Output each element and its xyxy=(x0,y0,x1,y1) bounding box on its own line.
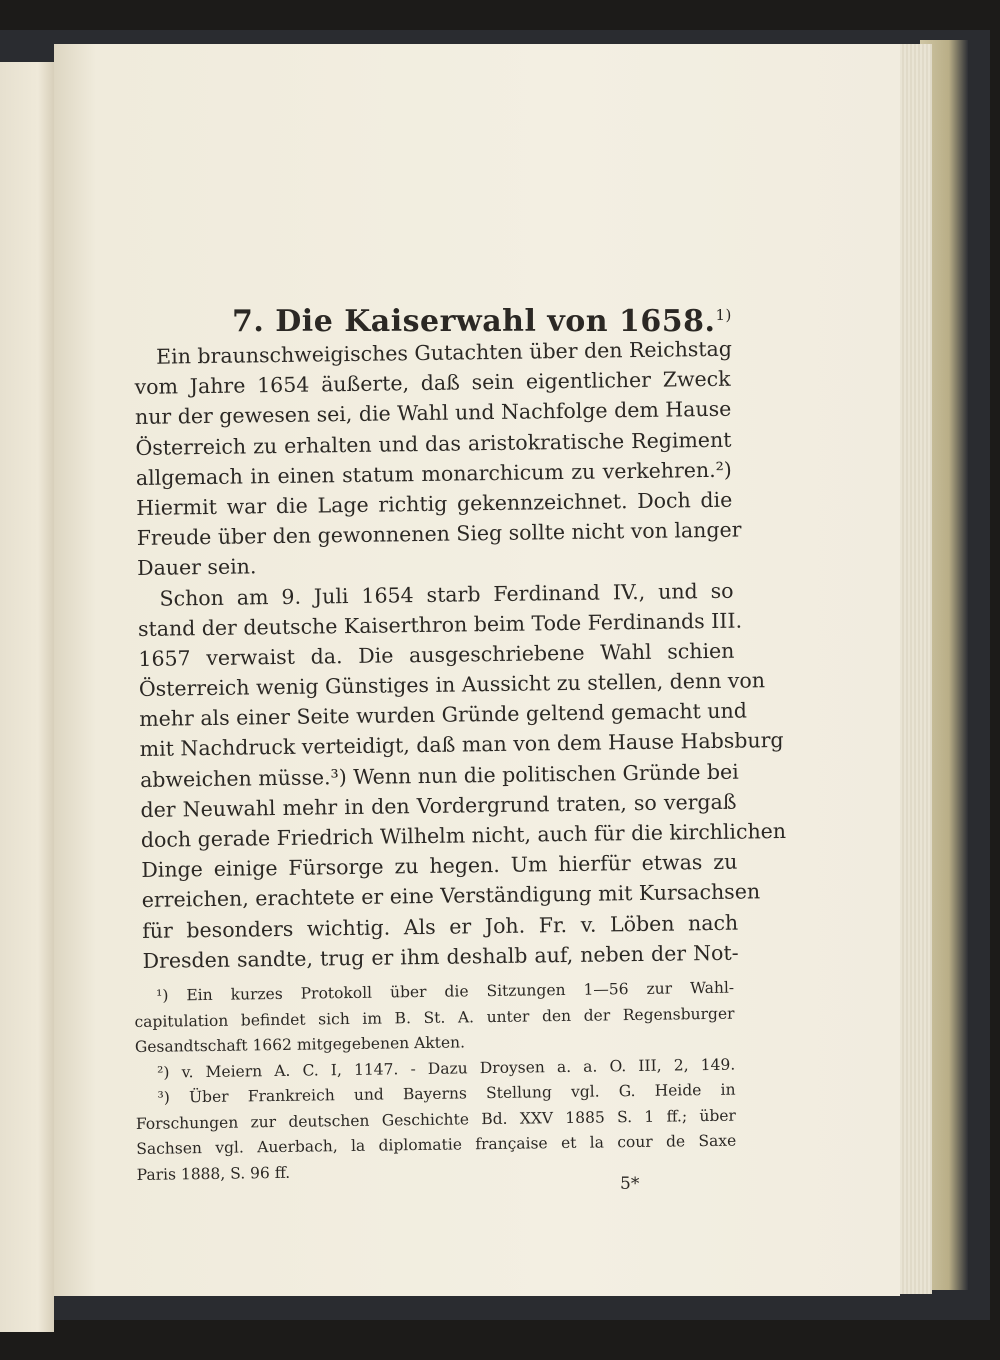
footnotes xyxy=(134,976,737,1188)
chapter-footnote-mark: 1) xyxy=(715,306,732,324)
page-signature: 5* xyxy=(620,1174,640,1194)
footnote-line: Paris 1888, S. 96 ff. xyxy=(136,1163,291,1184)
text-line: mit Nachdruck verteidigt, daß man von dem Hause Habsburg xyxy=(139,728,784,762)
footnote-line: capitulation befindet sich im B. St. A. unter den der Regensburger xyxy=(134,1004,735,1031)
text-line: nur der gewesen sei, die Wahl und Nachfolge dem Hause xyxy=(134,397,732,430)
text-line: erreichen, erachtete er eine Verständigung mit Kursachsen xyxy=(141,879,761,913)
chapter-title-text: Die Kaiserwahl von 1658. xyxy=(275,304,716,339)
text-line: stand der deutsche Kaiserthron beim Tode Ferdinands III. xyxy=(137,608,743,641)
text-line: Österreich zu erhalten und das aristokratische Regiment xyxy=(135,427,732,460)
text-line: 1657 verwaist da. Die ausgeschriebene Wahl schien xyxy=(138,638,735,671)
facing-page xyxy=(0,62,54,1332)
footnote-line: Sachsen vgl. Auerbach, la diplomatie française et la cour de Saxe xyxy=(136,1131,737,1158)
text-line: Ein braunschweigisches Gutachten über den Reichstag xyxy=(156,336,733,369)
book-page xyxy=(54,44,900,1296)
text-line: Österreich wenig Günstiges in Aussicht zu stellen, denn von xyxy=(138,668,766,702)
text-line: Freude über den gewonnenen Sieg sollte nicht von langer xyxy=(136,517,742,551)
text-line: Dauer sein. xyxy=(136,554,257,581)
body-text xyxy=(134,334,787,976)
text-line: Hiermit war die Lage richtig gekennzeichnet. Doch die xyxy=(136,487,733,520)
footnote-line: Forschungen zur deutschen Geschichte Bd. XXV 1885 S. 1 ff.; über xyxy=(135,1106,737,1133)
text-line: vom Jahre 1654 äußerte, daß sein eigentlicher Zweck xyxy=(134,366,731,400)
text-line: Dinge einige Fürsorge zu hegen. Um hierfür etwas zu xyxy=(141,849,738,883)
text-line: abweichen müsse.³) Wenn nun die politischen Gründe bei xyxy=(139,759,739,792)
footnote-line: ²) v. Meiern A. C. I, 1147. - Dazu Droysen a. a. O. III, 2, 149. xyxy=(157,1055,736,1082)
text-line: für besonders wichtig. Als er Joh. Fr. v. Löben nach xyxy=(142,910,739,943)
footnote-line: ¹) Ein kurzes Protokoll über die Sitzungen 1—56 zur Wahl- xyxy=(156,978,735,1005)
text-line: mehr als einer Seite wurden Gründe geltend gemacht und xyxy=(139,698,748,732)
chapter-number: 7. xyxy=(232,304,265,339)
text-line: der Neuwahl mehr in den Vordergrund traten, so vergaß xyxy=(140,789,737,822)
text-line: Schon am 9. Juli 1654 starb Ferdinand IV., und so xyxy=(159,578,734,611)
text-line: allgemach in einen statum monarchicum zu verkehren.²) xyxy=(135,457,733,490)
footnote-line: Gesandtschaft 1662 mitgegebenen Akten. xyxy=(134,1033,466,1056)
text-line: Dresden sandte, trug er ihm deshalb auf, neben der Not- xyxy=(142,940,739,973)
footnote-line: ³) Über Frankreich und Bayerns Stellung vgl. G. Heide in xyxy=(157,1080,736,1107)
text-line: doch gerade Friedrich Wilhelm nicht, auch für die kirchlichen xyxy=(140,818,787,852)
